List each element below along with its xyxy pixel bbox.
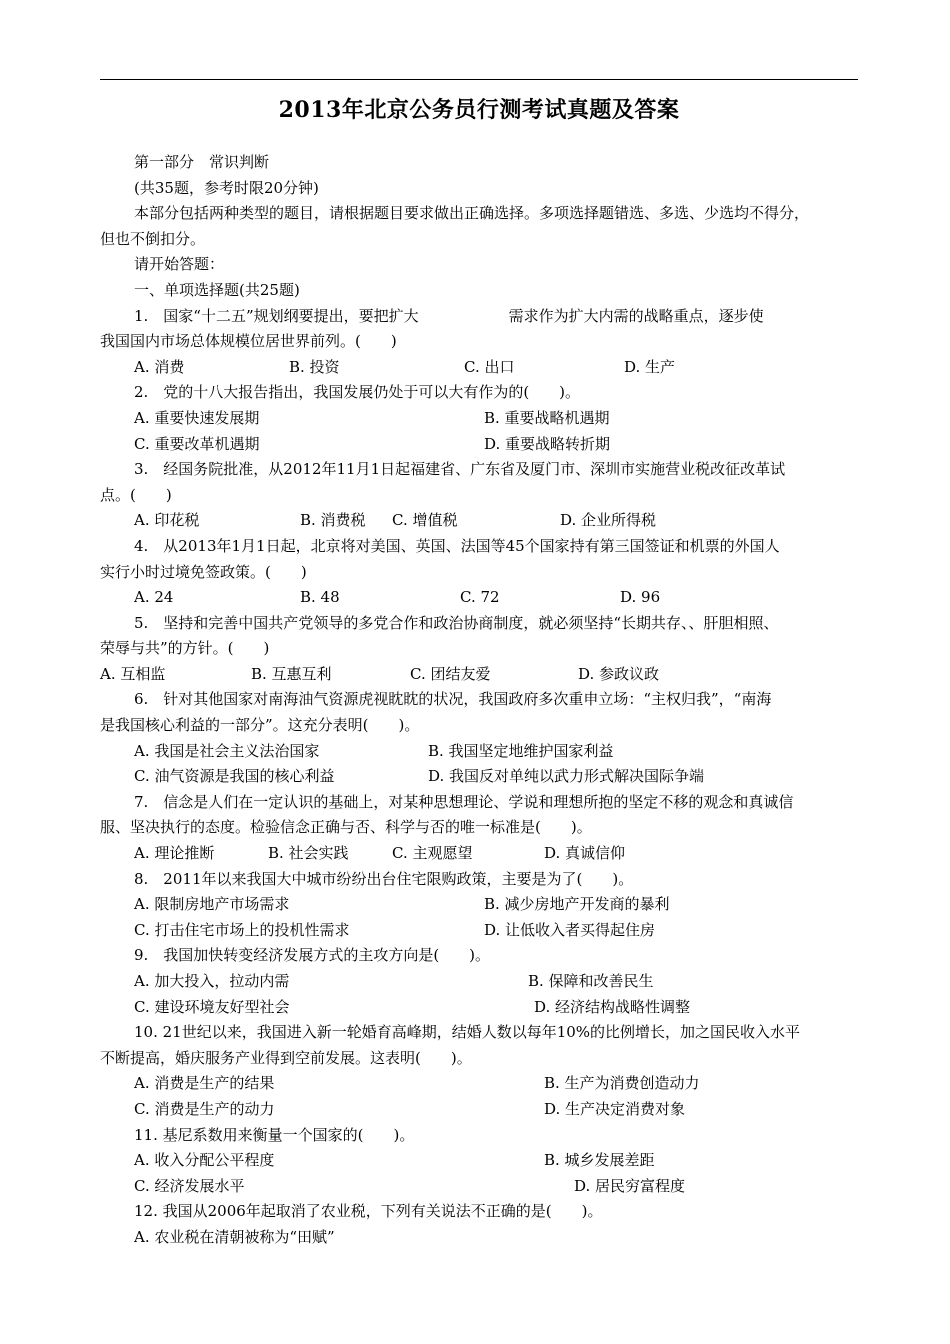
option-row <box>100 969 858 995</box>
question-3-text: 3. 经国务院批准，从2012年11月1日起福建省、广东省及厦门市、深圳市实施营业税改征改革试 <box>134 460 786 479</box>
option-c: C. 打击住宅市场上的投机性需求 <box>134 920 350 939</box>
option-b: B. 减少房地产开发商的暴利 <box>484 895 670 914</box>
question-5-text: 5. 坚持和完善中国共产党领导的多党合作和政治协商制度，就必须坚持“长期共存、、肝胆相照、 <box>134 613 779 632</box>
question-4-text: 实行小时过境免签政策。( ) <box>100 562 307 581</box>
option-row <box>100 764 858 790</box>
question-list <box>100 304 858 1251</box>
question-9-text: 9. 我国加快转变经济发展方式的主攻方向是( )。 <box>134 946 491 965</box>
part-heading: 一、单项选择题(共25题) <box>134 280 300 299</box>
option-a: A. 农业税在清朝被称为“田赋” <box>134 1227 335 1246</box>
option-b: B. 保障和改善民生 <box>528 972 654 990</box>
option-c: C. 增值税 <box>392 511 458 530</box>
option-row <box>100 892 858 918</box>
option-a: A. 24 <box>134 588 174 607</box>
option-b: B. 投资 <box>289 357 340 376</box>
question-10-text: 10. 21世纪以来，我国进入新一轮婚育高峰期，结婚人数以每年10%的比例增长，加之国民收入水平 <box>134 1023 801 1042</box>
option-row <box>100 1148 858 1174</box>
option-a: A. 加大投入，拉动内需 <box>134 972 290 990</box>
question-8-text: 8. 2011年以来我国大中城市纷纷出台住宅限购政策，主要是为了( )。 <box>134 869 634 888</box>
option-d: D. 生产决定消费对象 <box>544 1099 686 1118</box>
option-b: B. 我国坚定地维护国家利益 <box>428 741 614 760</box>
option-row <box>100 995 858 1021</box>
option-a: A. 我国是社会主义法治国家 <box>134 741 320 760</box>
option-a: A. 限制房地产市场需求 <box>134 895 290 914</box>
option-row <box>100 918 858 944</box>
option-d: D. 重要战略转折期 <box>484 434 611 453</box>
option-row <box>100 406 858 432</box>
start-prompt: 请开始答题： <box>134 255 225 274</box>
option-c: C. 出口 <box>464 357 515 376</box>
option-d: D. 企业所得税 <box>560 511 657 530</box>
option-d: D. 真诚信仰 <box>544 844 626 863</box>
option-row <box>100 508 858 534</box>
option-a: A. 重要快速发展期 <box>134 408 260 427</box>
option-d: D. 让低收入者买得起住房 <box>484 920 656 939</box>
option-b: B. 消费税 <box>300 511 366 530</box>
option-b: B. 重要战略机遇期 <box>484 408 610 427</box>
question-10-text: 不断提高，婚庆服务产业得到空前发展。这表明( )。 <box>100 1048 472 1067</box>
section-heading: 第一部分 常识判断 <box>134 153 270 171</box>
option-row <box>100 1225 858 1251</box>
document-body <box>100 150 858 1251</box>
option-b: B. 城乡发展差距 <box>544 1151 655 1170</box>
option-a: A. 理论推断 <box>134 844 215 863</box>
question-11-text: 11. 基尼系数用来衡量一个国家的( )。 <box>134 1125 415 1144</box>
question-7-text: 服、坚决执行的态度。检验信念正确与否、科学与否的唯一标准是( )。 <box>100 818 592 837</box>
option-c: C. 经济发展水平 <box>134 1176 245 1195</box>
option-row <box>100 662 858 688</box>
question-7-text: 7. 信念是人们在一定认识的基础上，对某种思想理论、学说和理想所抱的坚定不移的观念和真诚信 <box>134 792 794 811</box>
option-row <box>100 841 858 867</box>
option-c: C. 72 <box>460 588 500 607</box>
question-5-text: 荣辱与共”的方针。( ) <box>100 639 270 658</box>
option-c: C. 主观愿望 <box>392 844 473 863</box>
option-b: B. 互惠互利 <box>251 664 332 683</box>
option-d: D. 参政议政 <box>578 664 660 683</box>
header-rule <box>100 79 858 80</box>
question-6-text: 是我国核心利益的一部分”。这充分表明( )。 <box>100 716 420 735</box>
option-b: B. 48 <box>300 588 340 607</box>
option-d: D. 96 <box>620 588 661 607</box>
question-4-text: 4. 从2013年1月1日起，北京将对美国、英国、法国等45个国家持有第三国签证和机票的外国人 <box>134 536 780 555</box>
option-row <box>100 1071 858 1097</box>
option-d: D. 生产 <box>624 357 676 376</box>
option-row <box>100 585 858 611</box>
option-a: A. 消费 <box>134 357 185 376</box>
option-a: A. 收入分配公平程度 <box>134 1151 275 1170</box>
option-c: C. 油气资源是我国的核心利益 <box>134 767 335 786</box>
question-3-text: 点。( ) <box>100 485 172 504</box>
option-d: D. 我国反对单纯以武力形式解决国际争端 <box>428 767 705 786</box>
option-row <box>100 355 858 381</box>
option-b: B. 社会实践 <box>268 844 349 863</box>
option-row <box>100 739 858 765</box>
question-2-text: 2. 党的十八大报告指出，我国发展仍处于可以大有作为的( )。 <box>134 383 581 402</box>
option-d: D. 经济结构战略性调整 <box>534 997 691 1016</box>
page-title: 2013年北京公务员行测考试真题及答案 <box>278 97 680 123</box>
question-6-text: 6. 针对其他国家对南海油气资源虎视眈眈的状况，我国政府多次重申立场：“主权归我”，“南海 <box>134 690 772 709</box>
intro-line-1: 本部分包括两种类型的题目，请根据题目要求做出正确选择。多项选择题错选、多选、少选均不得分， <box>134 204 810 223</box>
option-c: C. 建设环境友好型社会 <box>134 997 290 1016</box>
intro-line-2: 但也不倒扣分。 <box>100 229 206 248</box>
option-a: A. 消费是生产的结果 <box>134 1074 275 1093</box>
option-row <box>100 1097 858 1123</box>
option-row <box>100 432 858 458</box>
option-c: C. 重要改革机遇期 <box>134 434 260 453</box>
option-row <box>100 1174 858 1200</box>
section-meta: (共35题，参考时限20分钟) <box>134 178 319 197</box>
question-1-text: 1. 国家“十二五”规划纲要提出，要把扩大 需求作为扩大内需的战略重点，逐步使 <box>134 306 764 325</box>
question-1-text: 我国国内市场总体规模位居世界前列。( ) <box>100 332 397 351</box>
option-c: C. 团结友爱 <box>410 664 491 683</box>
option-c: C. 消费是生产的动力 <box>134 1099 275 1118</box>
option-b: B. 生产为消费创造动力 <box>544 1074 700 1093</box>
option-d: D. 居民穷富程度 <box>574 1176 686 1195</box>
option-a: A. 互相监 <box>100 664 166 683</box>
option-a: A. 印花税 <box>134 511 200 530</box>
question-12-text: 12. 我国从2006年起取消了农业税，下列有关说法不正确的是( )。 <box>134 1202 603 1221</box>
